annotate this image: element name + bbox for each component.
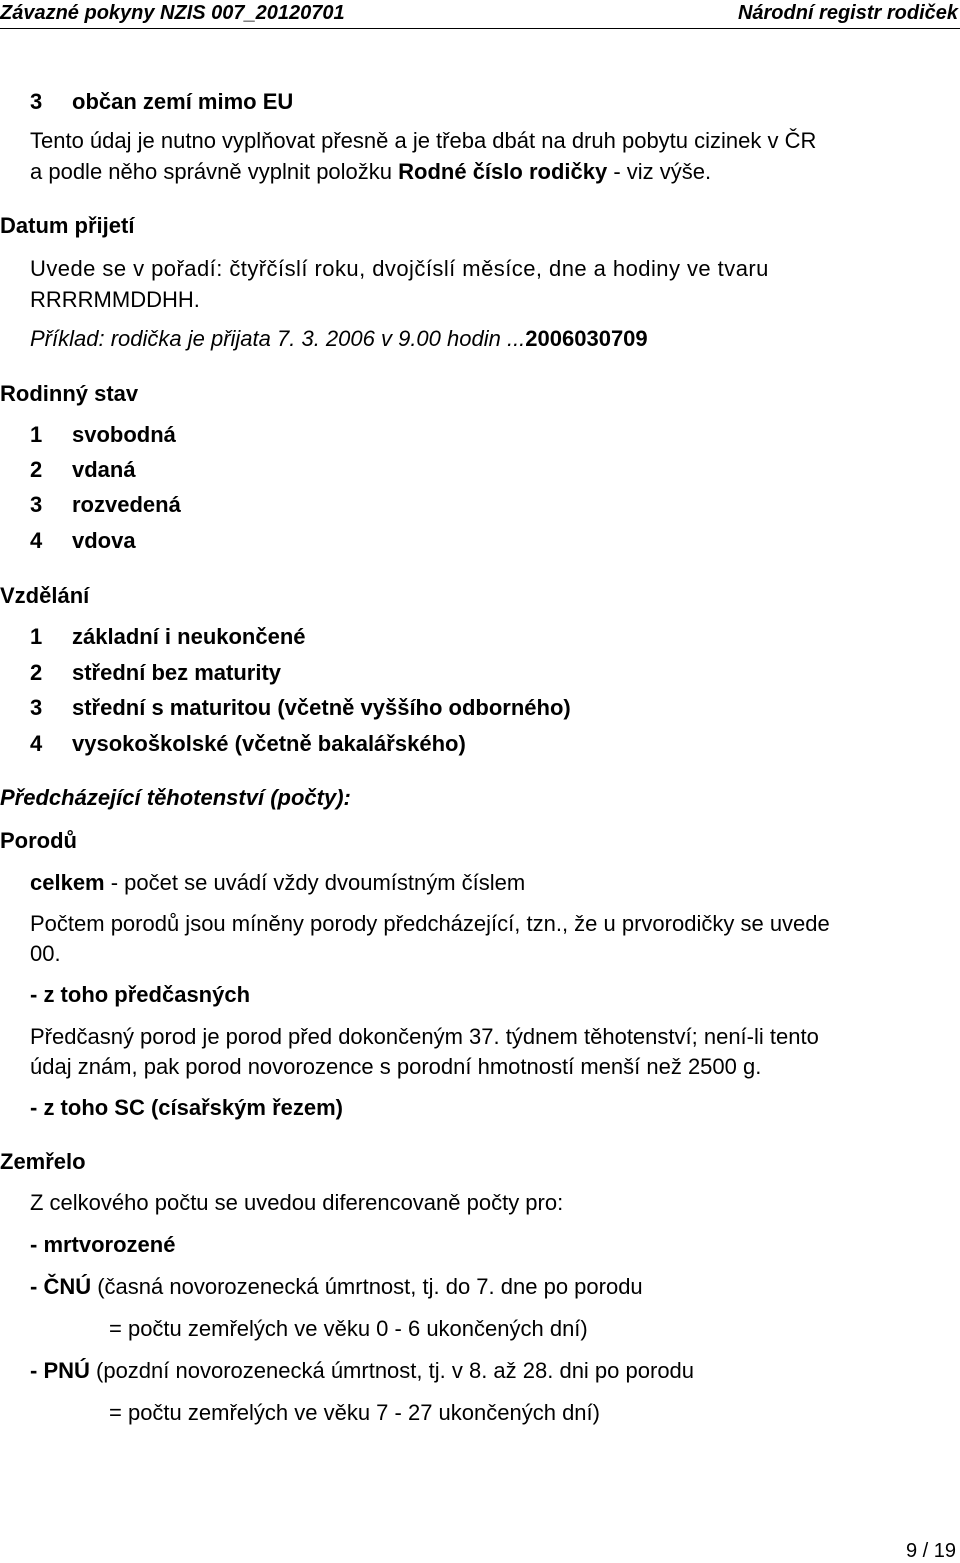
text: základní i neukončené <box>72 624 306 649</box>
text: 4 <box>30 528 43 553</box>
pocet-porodu-line2: 00. <box>30 941 61 966</box>
heading-porodu: Porodů <box>0 828 77 853</box>
text: celkem <box>30 870 105 895</box>
eu-paragraph-line2 <box>30 159 711 185</box>
text: 4 <box>30 731 43 756</box>
list-item <box>30 660 281 686</box>
datum-line1: Uvede se v pořadí: čtyřčíslí roku, dvojčíslí měsíce, dne a hodiny ve tvaru <box>30 256 769 281</box>
celkem-line <box>30 870 525 896</box>
text: střední s maturitou (včetně vyššího odborného) <box>72 695 571 720</box>
pnu-line <box>30 1358 694 1384</box>
zemrelo-intro: Z celkového počtu se uvedou diferencovaně počty pro: <box>30 1190 564 1215</box>
header-registry-name: Národní registr rodiček <box>737 2 958 24</box>
heading-vzdelani: Vzdělání <box>0 583 90 608</box>
cnu-definition: = počtu zemřelých ve věku 0 - 6 ukončených dní) <box>109 1316 588 1341</box>
heading-zemrelo: Zemřelo <box>0 1149 86 1174</box>
text: - PNÚ <box>30 1358 90 1383</box>
heading-rodinny-stav: Rodinný stav <box>0 381 139 406</box>
item-number: 3 <box>30 89 43 114</box>
example-text: Příklad: rodička je přijata 7. 3. 2006 v 9.00 hodin ... <box>30 326 526 351</box>
header-divider <box>0 28 960 29</box>
text: 1 <box>30 624 43 649</box>
text: rozvedená <box>72 492 181 517</box>
page-number: 9 / 19 <box>905 1540 956 1562</box>
page-header <box>0 0 960 30</box>
mrtvorozene-label: - mrtvorozené <box>30 1232 176 1257</box>
text: 2 <box>30 457 43 482</box>
text: vysokoškolské (včetně bakalářského) <box>72 731 466 756</box>
text: vdaná <box>72 457 136 482</box>
list-item <box>30 695 571 721</box>
rodne-cislo-bold: Rodné číslo rodičky <box>398 159 608 184</box>
list-item <box>30 457 136 483</box>
text: 3 <box>30 695 43 720</box>
text: svobodná <box>72 422 176 447</box>
item-3-eu-citizen <box>30 89 293 115</box>
sc-label: - z toho SC (císařským řezem) <box>30 1095 343 1120</box>
text: 3 <box>30 492 43 517</box>
predcasnych-label: - z toho předčasných <box>30 982 251 1007</box>
example-value: 2006030709 <box>525 326 648 351</box>
text: (časná novorozenecká úmrtnost, tj. do 7. dne po porodu <box>91 1274 643 1299</box>
text: - viz výše. <box>607 159 712 184</box>
pnu-definition: = počtu zemřelých ve věku 7 - 27 ukončených dní) <box>109 1400 600 1425</box>
text: (pozdní novorozenecká úmrtnost, tj. v 8. až 28. dni po porodu <box>89 1358 695 1383</box>
predcasny-line2: údaj znám, pak porod novorozence s porodní hmotností menší než 2500 g. <box>30 1054 762 1079</box>
predcasny-line1: Předčasný porod je porod před dokončeným 37. týdnem těhotenství; není-li tento <box>30 1024 819 1049</box>
text: a podle něho správně vyplnit položku <box>30 159 399 184</box>
eu-paragraph-line1: Tento údaj je nutno vyplňovat přesně a je třeba dbát na druh pobytu cizinek v ČR <box>30 128 817 153</box>
item-label: občan zemí mimo EU <box>72 89 294 114</box>
list-item <box>30 492 181 518</box>
text: 1 <box>30 422 43 447</box>
heading-datum-prijeti: Datum přijetí <box>0 213 135 238</box>
header-document-title: Závazné pokyny NZIS 007_20120701 <box>0 2 345 24</box>
cnu-line <box>30 1274 643 1300</box>
datum-example <box>30 326 648 352</box>
list-item <box>30 528 136 554</box>
heading-predchazejici-tehotenstvi: Předcházející těhotenství (počty): <box>0 785 351 810</box>
text: 2 <box>30 660 43 685</box>
text: - počet se uvádí vždy dvoumístným číslem <box>104 870 526 895</box>
list-item <box>30 624 306 650</box>
text: vdova <box>72 528 136 553</box>
datum-line2: RRRRMMDDHH. <box>30 287 200 312</box>
list-item <box>30 731 466 757</box>
pocet-porodu-line1: Počtem porodů jsou míněny porody předcházející, tzn., že u prvorodičky se uvede <box>30 911 830 936</box>
list-item <box>30 422 176 448</box>
text: - ČNÚ <box>30 1274 92 1299</box>
text: střední bez maturity <box>72 660 282 685</box>
